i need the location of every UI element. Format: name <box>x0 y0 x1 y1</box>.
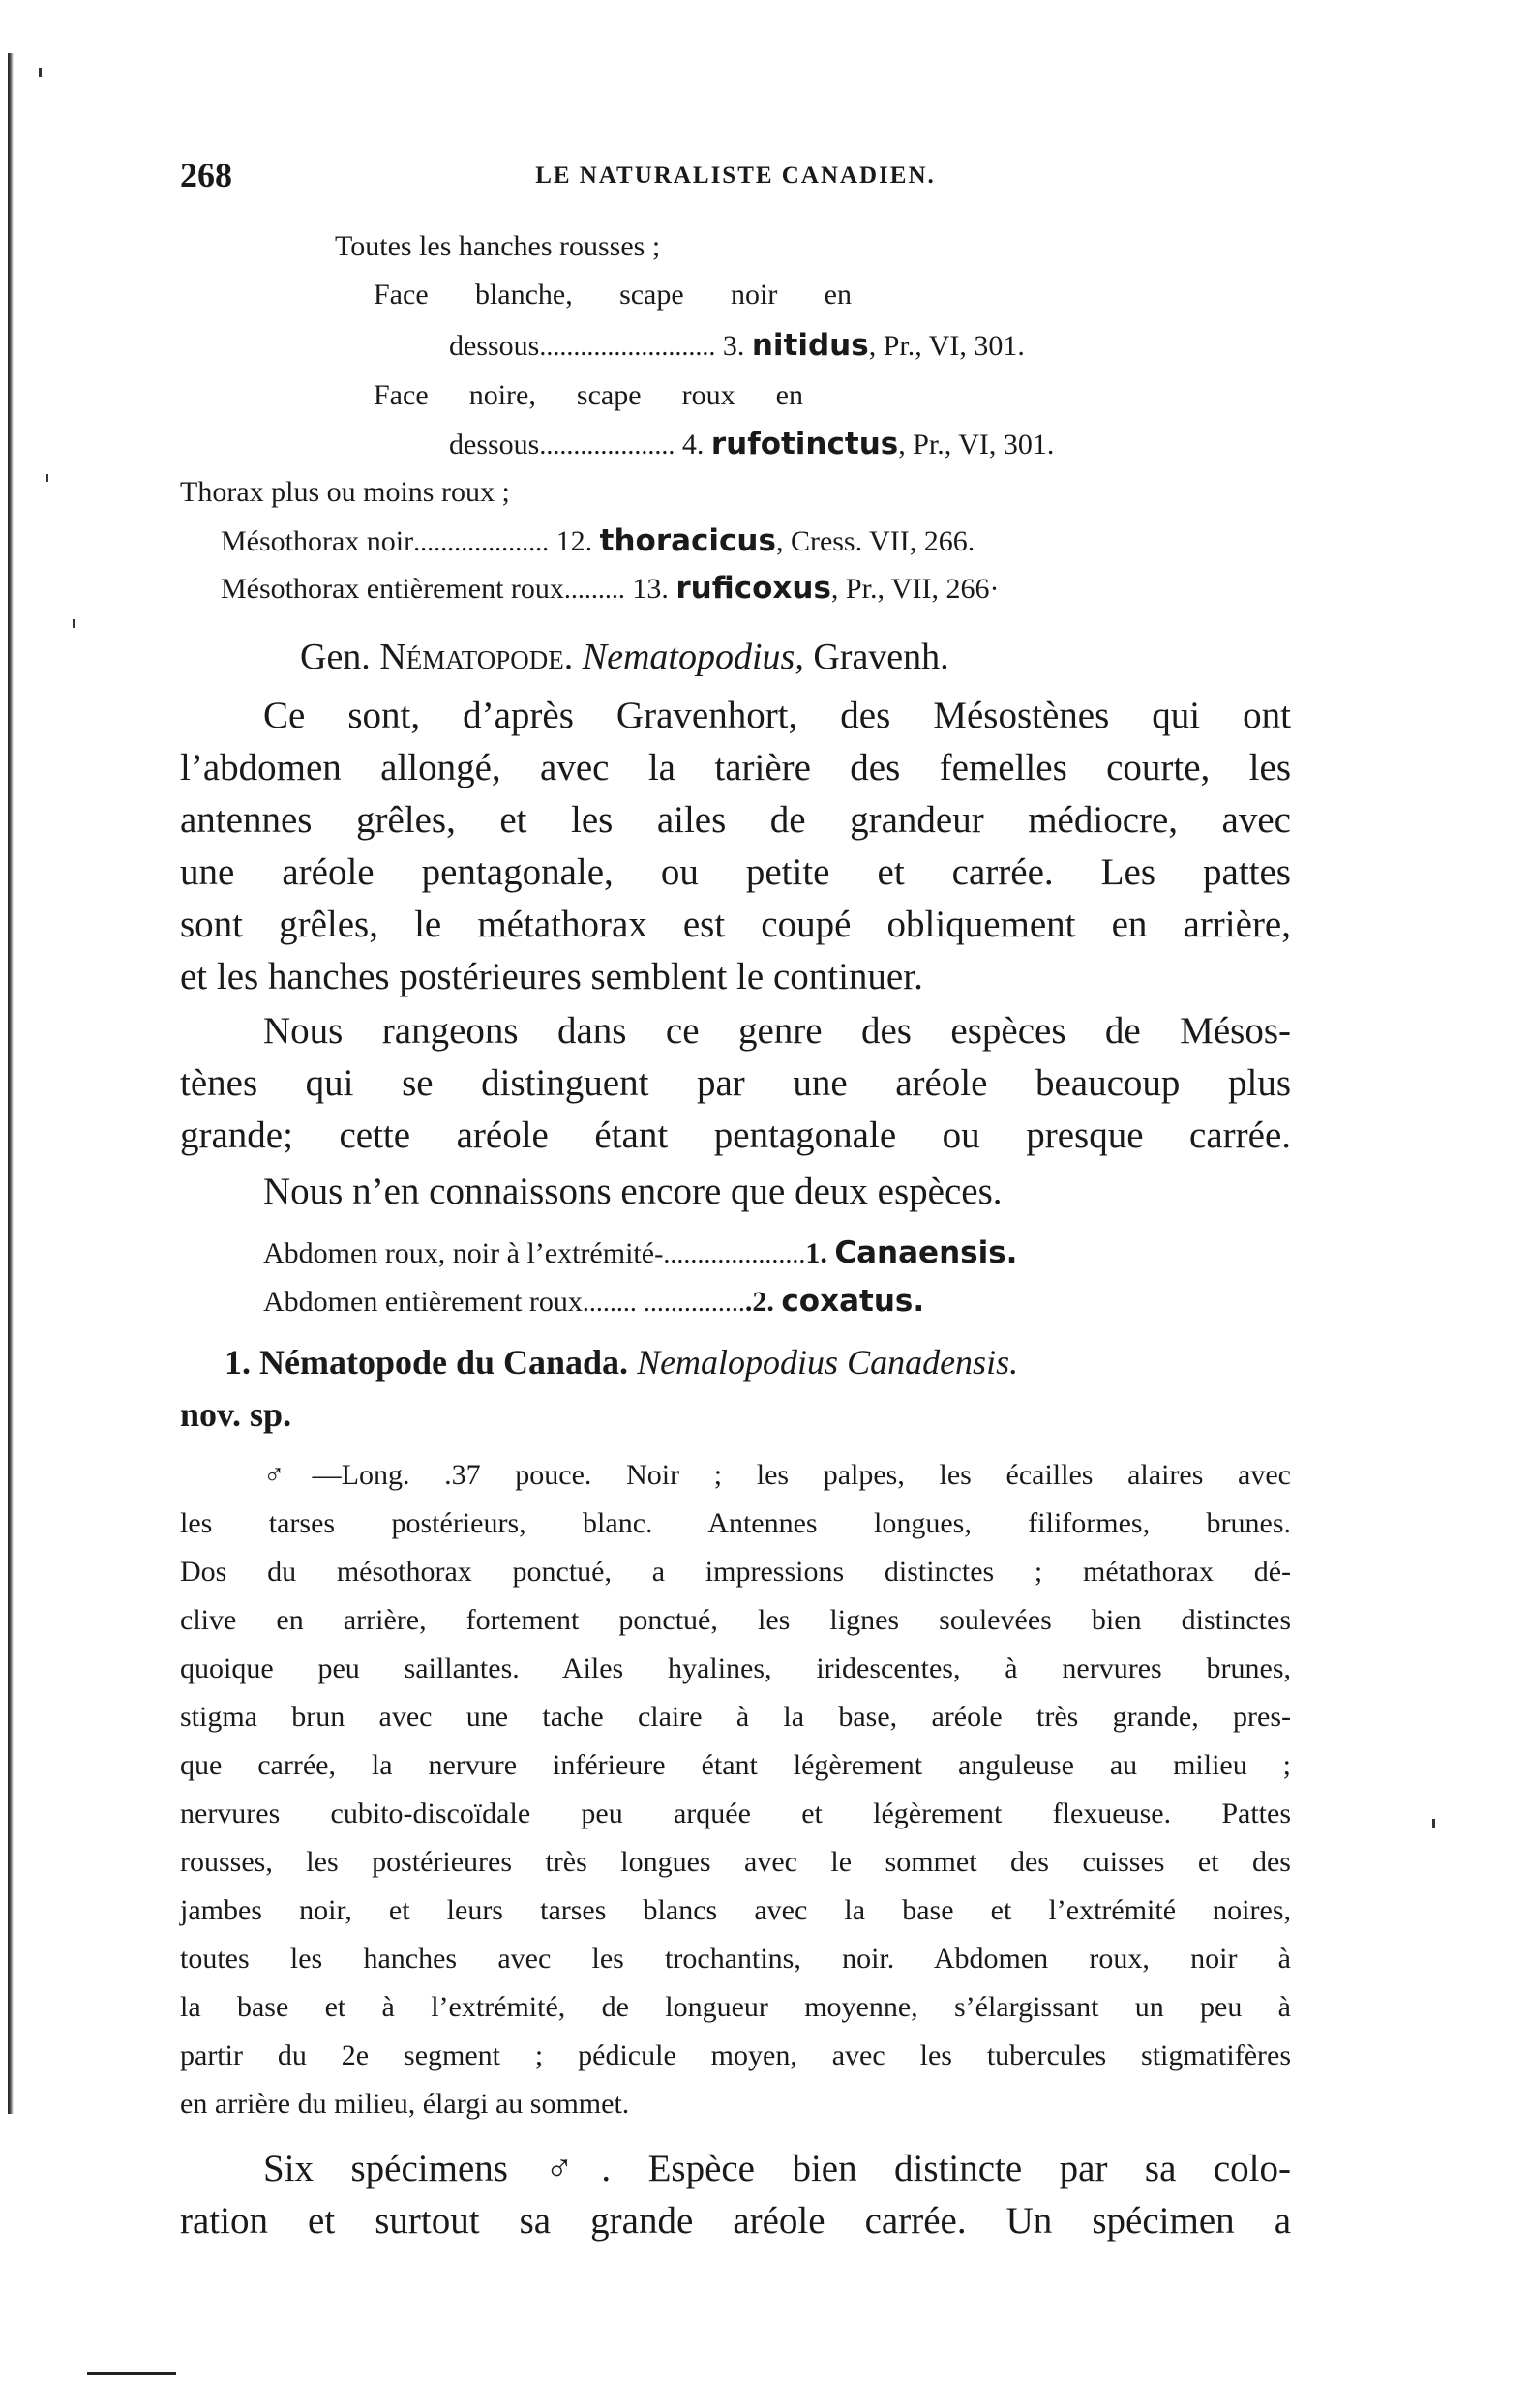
description-line: les tarses postérieurs, blanc. Antennes longues, filiformes, brunes. <box>180 1507 1291 1539</box>
species-number: 1. <box>225 1343 251 1382</box>
key-text: Mésothorax entièrement roux <box>221 573 564 605</box>
leader-dots: .................... <box>413 527 550 557</box>
species-name: coxatus. <box>781 1284 925 1319</box>
nov-sp-label: nov. sp. <box>180 1395 292 1434</box>
key-number: 4. <box>681 429 705 461</box>
key-line <box>263 1284 925 1319</box>
key-line <box>335 232 660 261</box>
description-line: Dos du mésothorax ponctué, a impressions distinctes ; métathorax dé- <box>180 1556 1291 1588</box>
scan-artifact <box>39 68 42 77</box>
description-line: clive en arrière, fortement ponctué, les lignes soulevées bien distinctes <box>180 1604 1291 1636</box>
paragraph-line: sont grêles, le métathorax est coupé obliquement en arrière, <box>180 904 1291 945</box>
footer-rule <box>87 2372 176 2375</box>
key-line <box>374 281 852 310</box>
genus-prefix: Gen. <box>300 637 371 677</box>
reference: , Cress. VII, 266. <box>775 525 975 557</box>
paragraph-line: ration et surtout sa grande aréole carrée. Un spécimen a <box>180 2200 1291 2242</box>
paragraph-line: antennes grêles, et les ailes de grandeur médiocre, avec <box>180 799 1291 841</box>
species-name: nitidus <box>751 328 869 363</box>
key-number: 12. <box>555 525 593 557</box>
key-line <box>449 328 1025 363</box>
key-text: Thorax plus ou moins roux ; <box>180 476 510 508</box>
paragraph-line: l’abdomen allongé, avec la tarière des femelles courte, les <box>180 747 1291 788</box>
reference: , Pr., VI, 301. <box>868 330 1025 362</box>
species-common-name: Nématopode du Canada. <box>259 1343 629 1382</box>
description-line: rousses, les postérieures très longues avec le sommet des cuisses et des <box>180 1846 1291 1878</box>
key-number: 13. <box>632 573 669 605</box>
reference: , Pr., VII, 266· <box>830 573 1000 605</box>
description-line: en arrière du milieu, élargi au sommet. <box>180 2088 630 2120</box>
leader-dots: .......................... <box>539 332 716 362</box>
running-title: LE NATURALISTE CANADIEN. <box>535 163 936 189</box>
key-text: Mésothorax noir <box>221 525 414 557</box>
scan-artifact <box>46 474 48 482</box>
key-text: Face noire, scape roux en <box>374 379 803 411</box>
key-text: Face blanche, scape noir en <box>374 279 852 311</box>
paragraph-line: une aréole pentagonale, ou petite et carrée. Les pattes <box>180 851 1291 893</box>
paragraph-line: Six spécimens ♂. Espèce bien distincte par sa colo- <box>263 2148 1291 2189</box>
scan-binding-edge <box>8 53 14 2114</box>
species-name: rufotinctus <box>710 427 899 461</box>
scan-artifact <box>73 619 75 628</box>
paragraph-line: et les hanches postérieures semblent le continuer. <box>180 956 923 997</box>
scan-artifact <box>1432 1819 1435 1828</box>
species-name: ruficoxus <box>675 571 831 606</box>
genus-latin: Nematopodius, <box>582 637 804 677</box>
key-number: 3. <box>722 330 745 362</box>
key-line <box>449 427 1055 461</box>
page-number: 268 <box>180 156 232 194</box>
species-latin-name: Nemalopodius Canadensis. <box>637 1343 1019 1382</box>
description-line: que carrée, la nervure inférieure étant légèrement anguleuse au milieu ; <box>180 1749 1291 1781</box>
leader-dots: .................... <box>539 431 675 461</box>
key-text: dessous <box>449 429 540 461</box>
page-header <box>180 155 1291 199</box>
species-name: thoracicus <box>599 523 776 558</box>
leader-dots: -..................... <box>654 1239 806 1269</box>
description-line: quoique peu saillantes. Ailes hyalines, iridescentes, à nervures brunes, <box>180 1652 1291 1684</box>
paragraph-line: Nous rangeons dans ce genre des espèces de Mésos- <box>263 1010 1291 1052</box>
species-heading <box>225 1345 1018 1380</box>
key-number: 1. <box>805 1237 827 1269</box>
description-line: ♂—Long. .37 pouce. Noir ; les palpes, les écailles alaires avec <box>263 1459 1291 1491</box>
species-name: Canaensis. <box>834 1235 1018 1270</box>
leader-dots: ........ ............... <box>582 1288 745 1318</box>
key-number: .2. <box>744 1286 774 1318</box>
key-text: Abdomen roux, noir à l’extrémité <box>263 1237 655 1269</box>
genus-author: Gravenh. <box>813 637 949 677</box>
description-line: stigma brun avec une tache claire à la base, aréole très grande, pres- <box>180 1701 1291 1733</box>
paragraph-line: grande; cette aréole étant pentagonale ou presque carrée. <box>180 1115 1291 1156</box>
key-line <box>374 381 803 410</box>
description-line: partir du 2e segment ; pédicule moyen, avec les tubercules stigmatifères <box>180 2039 1291 2071</box>
key-text: Abdomen entièrement roux <box>263 1286 583 1318</box>
key-line <box>221 523 975 558</box>
paragraph-line: tènes qui se distinguent par une aréole beaucoup plus <box>180 1062 1291 1104</box>
description-line: jambes noir, et leurs tarses blancs avec la base et l’extrémité noires, <box>180 1894 1291 1926</box>
genus-heading <box>300 639 949 675</box>
paragraph-line: Ce sont, d’après Gravenhort, des Mésostènes qui ont <box>263 695 1291 736</box>
key-line <box>180 478 510 507</box>
key-line <box>221 571 1000 606</box>
genus-name: Nématopode. <box>379 637 574 677</box>
key-line <box>263 1235 1018 1270</box>
description-line: la base et à l’extrémité, de longueur moyenne, s’élargissant un peu à <box>180 1991 1291 2023</box>
description-line: nervures cubito-discoïdale peu arquée et légèrement flexueuse. Pattes <box>180 1798 1291 1829</box>
reference: , Pr., VI, 301. <box>898 429 1055 461</box>
leader-dots: ......... <box>563 575 625 605</box>
key-text: Toutes les hanches rousses ; <box>335 230 661 262</box>
description-line: toutes les hanches avec les trochantins, noir. Abdomen roux, noir à <box>180 1943 1291 1975</box>
key-text: dessous <box>449 330 540 362</box>
paragraph-line: Nous n’en connaissons encore que deux espèces. <box>263 1171 1003 1212</box>
